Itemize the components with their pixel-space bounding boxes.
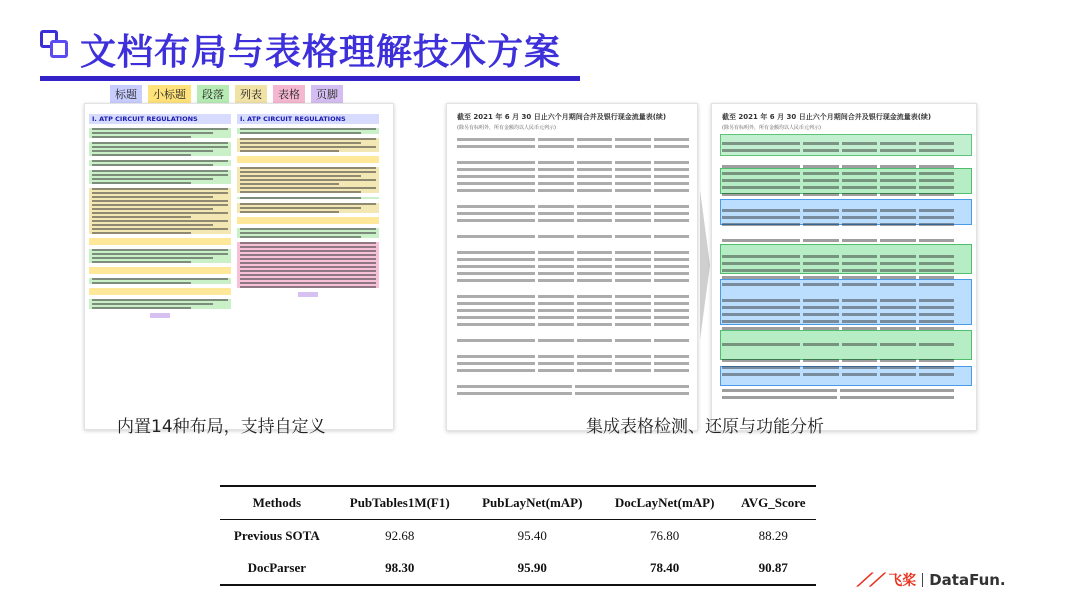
block-list bbox=[237, 138, 379, 152]
score-cell: 95.40 bbox=[517, 527, 547, 543]
legend-chip-paragraph: 段落 bbox=[197, 85, 229, 103]
legend-chip-footer: 页脚 bbox=[311, 85, 343, 103]
block-subtitle bbox=[237, 156, 379, 163]
results-table-header-row bbox=[220, 486, 816, 519]
brand-divider bbox=[922, 573, 923, 587]
paddle-logo-icon: ⟋⟋ bbox=[857, 569, 883, 591]
block-paragraph bbox=[89, 170, 231, 184]
block-title: I. ATP CIRCUIT REGULATIONS bbox=[237, 114, 379, 124]
block-paragraph bbox=[89, 278, 231, 284]
layout-annotated-document bbox=[84, 103, 394, 430]
block-footer bbox=[150, 313, 170, 318]
sheet-subtitle: (除另有标明外，所有金额均以人民币元列示) bbox=[722, 125, 821, 131]
score-cell: 98.30 bbox=[385, 560, 415, 575]
block-paragraph bbox=[89, 299, 231, 309]
column-header: PubLayNet(mAP) bbox=[482, 494, 583, 510]
sheet-title: 截至 2021 年 6 月 30 日止六个月期间合并及银行现金流量表(续) bbox=[457, 113, 667, 121]
block-paragraph bbox=[89, 249, 231, 263]
block-paragraph bbox=[89, 128, 231, 138]
title-underline bbox=[40, 76, 580, 81]
block-footer bbox=[298, 292, 318, 297]
block-paragraph bbox=[89, 160, 231, 166]
block-subtitle bbox=[89, 238, 231, 245]
block-subtitle bbox=[237, 217, 379, 224]
footer-brand bbox=[857, 569, 1006, 591]
block-subtitle bbox=[89, 288, 231, 295]
block-paragraph bbox=[237, 128, 379, 134]
paddle-brand-label: 飞桨 bbox=[888, 573, 917, 589]
block-title: I. ATP CIRCUIT REGULATIONS bbox=[89, 114, 231, 124]
source-table-document bbox=[446, 103, 698, 431]
column-header: Methods bbox=[252, 494, 301, 510]
document-left-column bbox=[89, 114, 231, 318]
results-table bbox=[220, 485, 816, 586]
sheet-table-grid bbox=[722, 140, 954, 401]
block-list bbox=[237, 203, 379, 213]
slide-title: 文档布局与表格理解技术方案 bbox=[80, 32, 562, 73]
table-caption: 集成表格检测、还原与功能分析 bbox=[586, 417, 824, 437]
method-name: DocParser bbox=[247, 560, 307, 575]
score-cell: 90.87 bbox=[758, 560, 788, 575]
legend-chip-title: 标题 bbox=[110, 85, 142, 103]
score-cell: 92.68 bbox=[385, 527, 415, 543]
table-row bbox=[220, 552, 816, 585]
block-paragraph bbox=[237, 228, 379, 238]
column-header: DocLayNet(mAP) bbox=[614, 494, 715, 510]
score-cell: 88.29 bbox=[758, 527, 788, 543]
slide-logo-icon bbox=[40, 30, 70, 60]
document-right-column bbox=[237, 114, 379, 297]
sheet-table-grid bbox=[457, 136, 689, 397]
legend-chip-list: 列表 bbox=[235, 85, 267, 103]
layout-legend bbox=[110, 85, 343, 103]
transform-arrow-icon bbox=[700, 190, 710, 340]
layout-caption: 内置14种布局，支持自定义 bbox=[117, 417, 326, 437]
column-header: AVG_Score bbox=[741, 494, 806, 510]
score-cell: 76.80 bbox=[650, 527, 680, 543]
datafun-brand-label: DataFun. bbox=[929, 571, 1006, 589]
sheet-title: 截至 2021 年 6 月 30 日止六个月期间合并及银行现金流量表(续) bbox=[722, 113, 932, 121]
block-subtitle bbox=[89, 267, 231, 274]
reconstructed-table-document bbox=[711, 103, 977, 431]
score-cell: 78.40 bbox=[650, 560, 680, 575]
legend-chip-table: 表格 bbox=[273, 85, 305, 103]
legend-chip-subtitle: 小标题 bbox=[148, 85, 191, 103]
block-table bbox=[237, 242, 379, 288]
block-paragraph bbox=[237, 197, 379, 199]
block-paragraph bbox=[89, 142, 231, 156]
block-list bbox=[237, 167, 379, 193]
table-row bbox=[220, 519, 816, 552]
sheet-subtitle: (除另有标明外，所有金额均以人民币元列示) bbox=[457, 125, 556, 131]
method-name: Previous SOTA bbox=[233, 527, 320, 543]
block-list bbox=[89, 188, 231, 234]
score-cell: 95.90 bbox=[517, 560, 547, 575]
column-header: PubTables1M(F1) bbox=[349, 494, 450, 510]
